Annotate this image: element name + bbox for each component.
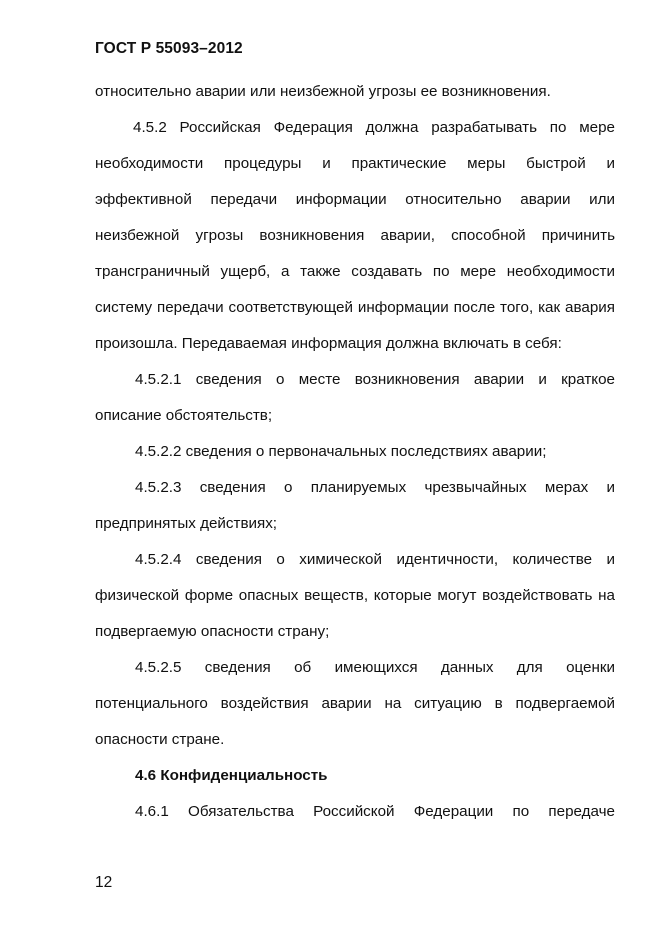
section-heading-4-6: 4.6 Конфиденциальность — [135, 767, 328, 784]
paragraph-4-5-2-2: 4.5.2.2 сведения о первоначальных последствиях аварии; — [135, 443, 547, 460]
paragraph-4-5-2-1: 4.5.2.1 сведения о месте возникновения аварии и краткое описание обстоятельств; — [95, 371, 615, 424]
paragraph-4-6-1: 4.6.1 Обязательства Российской Федерации по передаче — [135, 803, 615, 820]
document-body — [95, 74, 615, 830]
page-number: 12 — [95, 874, 113, 891]
paragraph-4-5-2-4: 4.5.2.4 сведения о химической идентичности, количестве и физической форме опасных веществ, которые могут воздействовать на подвергаемую опасности страну; — [95, 551, 615, 640]
paragraph-4-5-2: 4.5.2 Российская Федерация должна разрабатывать по мере необходимости процедуры и практические меры быстрой и эффективной передачи информации относительно аварии или неизбежной угрозы возникновения аварии, способной причинить трансграничный ущерб, а также создавать по мере необходимости систему передачи соответствующей информации после того, как авария произошла. Передаваемая информация должна включать в себя: — [95, 119, 615, 352]
document-header: ГОСТ Р 55093–2012 — [95, 40, 243, 57]
paragraph-4-5-2-5: 4.5.2.5 сведения об имеющихся данных для оценки потенциального воздействия аварии на ситуацию в подвергаемой опасности стране. — [95, 659, 615, 748]
paragraph-continuation: относительно аварии или неизбежной угрозы ее возникновения. — [95, 83, 551, 100]
paragraph-4-5-2-3: 4.5.2.3 сведения о планируемых чрезвычайных мерах и предпринятых действиях; — [95, 479, 615, 532]
